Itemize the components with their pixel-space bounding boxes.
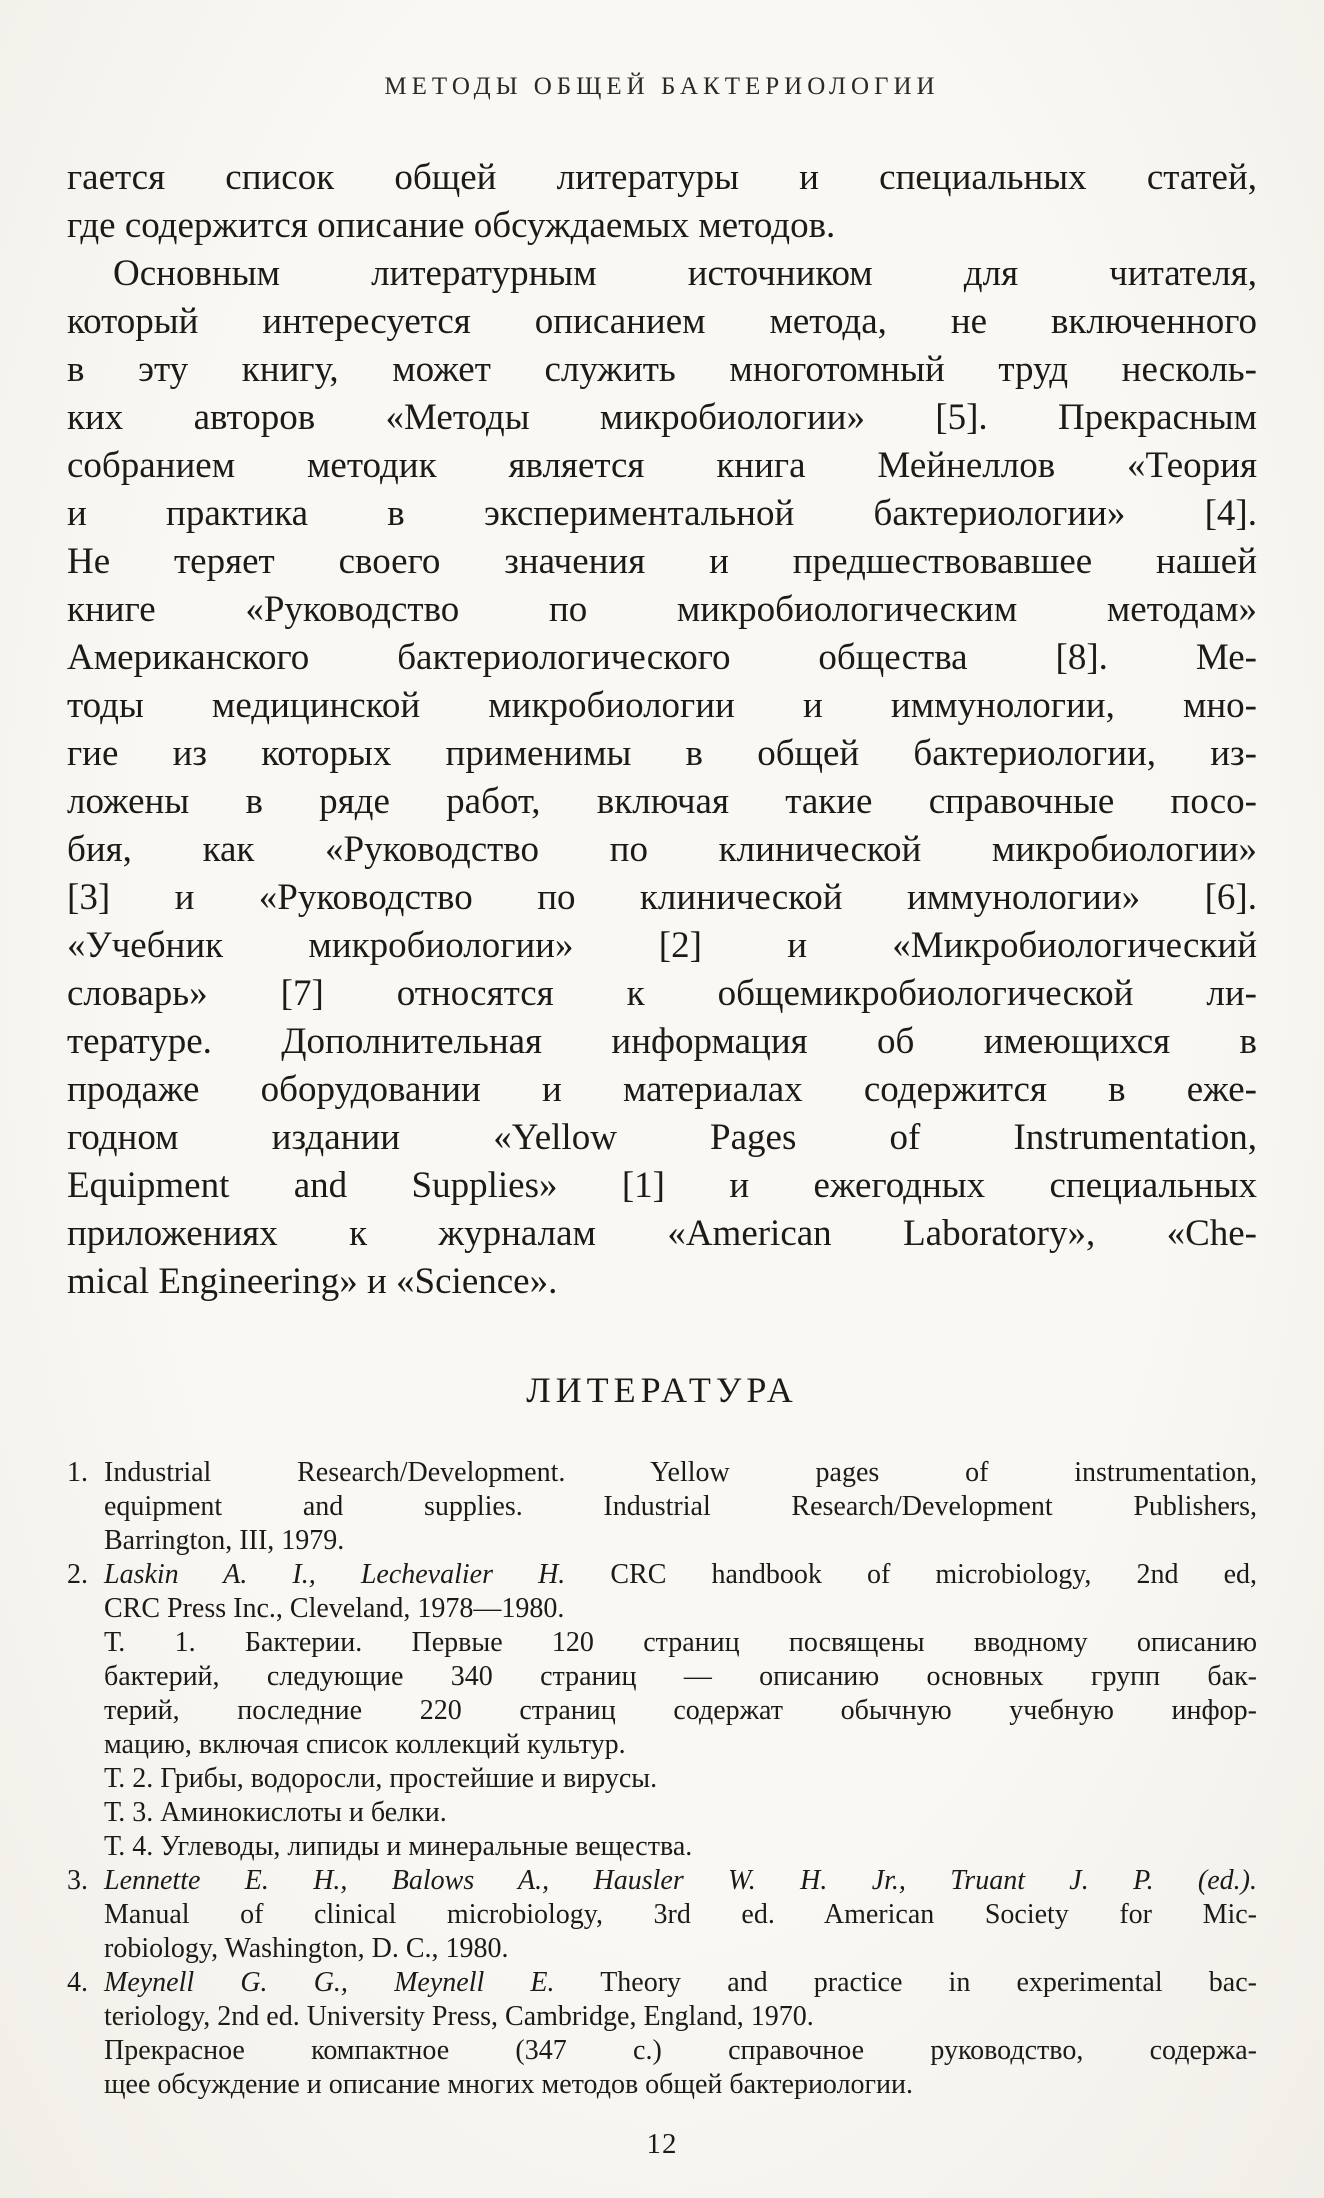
body-line: mical Engineering» и «Science». [67,1261,558,1302]
reference-line: equipment and supplies. Industrial Research/Development Publishers, [104,1491,1257,1522]
body-text [67,154,1257,1306]
reference-line [67,1966,1257,2000]
bibliography-title: ЛИТЕРАТУРА [526,1370,798,1410]
reference-line [67,1864,1257,1898]
bibliography-list [67,1456,1257,2102]
reference-number: 4. [67,1967,88,1998]
reference-item-1 [67,1456,1257,1558]
body-line: тературе. Дополнительная информация об имеющихся в [67,1021,1257,1062]
reference-note-line: Т. 1. Бактерии. Первые 120 страниц посвящены вводному описанию [104,1627,1257,1658]
reference-line: Manual of clinical microbiology, 3rd ed. American Society for Mic- [104,1899,1257,1930]
reference-note-line: мацию, включая список коллекций культур. [104,1729,626,1760]
body-line: гие из которых применимы в общей бактериологии, из- [67,733,1257,774]
page-number: 12 [646,2128,678,2160]
reference-note-line: Т. 2. Грибы, водоросли, простейшие и вирусы. [104,1763,658,1794]
reference-item-3 [67,1864,1257,1966]
body-line: приложениях к журналам «American Laboratory», «Che- [67,1213,1257,1254]
reference-authors: Lennette E. H., Balows A., Hausler W. H. Jr., Truant J. P. (ed.). [104,1865,1257,1896]
body-line: Американского бактериологического общества [8]. Ме- [67,637,1257,678]
reference-number: 2. [67,1559,88,1590]
body-line: где содержится описание обсуждаемых методов. [67,205,836,246]
reference-note-line: терий, последние 220 страниц содержат обычную учебную инфор- [104,1695,1257,1726]
body-line: годном издании «Yellow Pages of Instrumentation, [67,1117,1257,1158]
reference-authors: Meynell G. G., Meynell E. [104,1967,555,1998]
reference-line: CRC Press Inc., Cleveland, 1978—1980. [104,1593,565,1624]
body-line: Основным литературным источником для читателя, [113,253,1257,294]
reference-note-line: Т. 4. Углеводы, липиды и минеральные вещества. [104,1831,693,1862]
body-line: книге «Руководство по микробиологическим методам» [67,589,1257,630]
body-line: и практика в экспериментальной бактериологии» [4]. [67,493,1257,534]
body-line: который интересуется описанием метода, не включенного [67,301,1257,342]
reference-authors: Laskin A. I., Lechevalier H. [104,1559,566,1590]
running-head: МЕТОДЫ ОБЩЕЙ БАКТЕРИОЛОГИИ [384,73,940,100]
body-line: «Учебник микробиологии» [2] и «Микробиологический [67,925,1257,966]
body-line: ложены в ряде работ, включая такие справочные посо- [67,781,1257,822]
body-line: словарь» [7] относятся к общемикробиологической ли- [67,973,1257,1014]
body-line: продаже оборудовании и материалах содержится в еже- [67,1069,1257,1110]
body-line: в эту книгу, может служить многотомный труд несколь- [67,349,1257,390]
reference-line [67,1558,1257,1592]
reference-line [67,1456,1257,1490]
reference-note-line: Т. 3. Аминокислоты и белки. [104,1797,447,1828]
reference-number: 3. [67,1865,88,1896]
reference-text: Theory and practice in experimental bac- [600,1967,1257,1998]
body-line: Не теряет своего значения и предшествовавшее нашей [67,541,1257,582]
body-line: собранием методик является книга Мейнеллов «Теория [67,445,1257,486]
body-line: Equipment and Supplies» [1] и ежегодных специальных [67,1165,1257,1206]
reference-note-line: бактерий, следующие 340 страниц — описанию основных групп бак- [104,1661,1257,1692]
body-line: бия, как «Руководство по клинической микробиологии» [67,829,1257,870]
body-line: [3] и «Руководство по клинической иммунологии» [6]. [67,877,1257,918]
reference-item-4 [67,1966,1257,2102]
reference-item-2 [67,1558,1257,1864]
reference-note-line: щее обсуждение и описание многих методов общей бактериологии. [104,2069,913,2100]
body-line: ких авторов «Методы микробиологии» [5]. Прекрасным [67,397,1257,438]
reference-text: CRC handbook of microbiology, 2nd ed, [610,1559,1258,1590]
reference-line: teriology, 2nd ed. University Press, Cambridge, England, 1970. [104,2001,814,2032]
body-line: тоды медицинской микробиологии и иммунологии, мно- [67,685,1257,726]
reference-text: Industrial Research/Development. Yellow pages of instrumentation, [104,1457,1257,1488]
reference-number: 1. [67,1457,88,1488]
body-line: гается список общей литературы и специальных статей, [67,157,1257,198]
reference-note-line: Прекрасное компактное (347 с.) справочное руководство, содержа- [104,2035,1257,2066]
reference-line: robiology, Washington, D. C., 1980. [104,1933,509,1964]
reference-line: Barrington, III, 1979. [104,1525,345,1556]
